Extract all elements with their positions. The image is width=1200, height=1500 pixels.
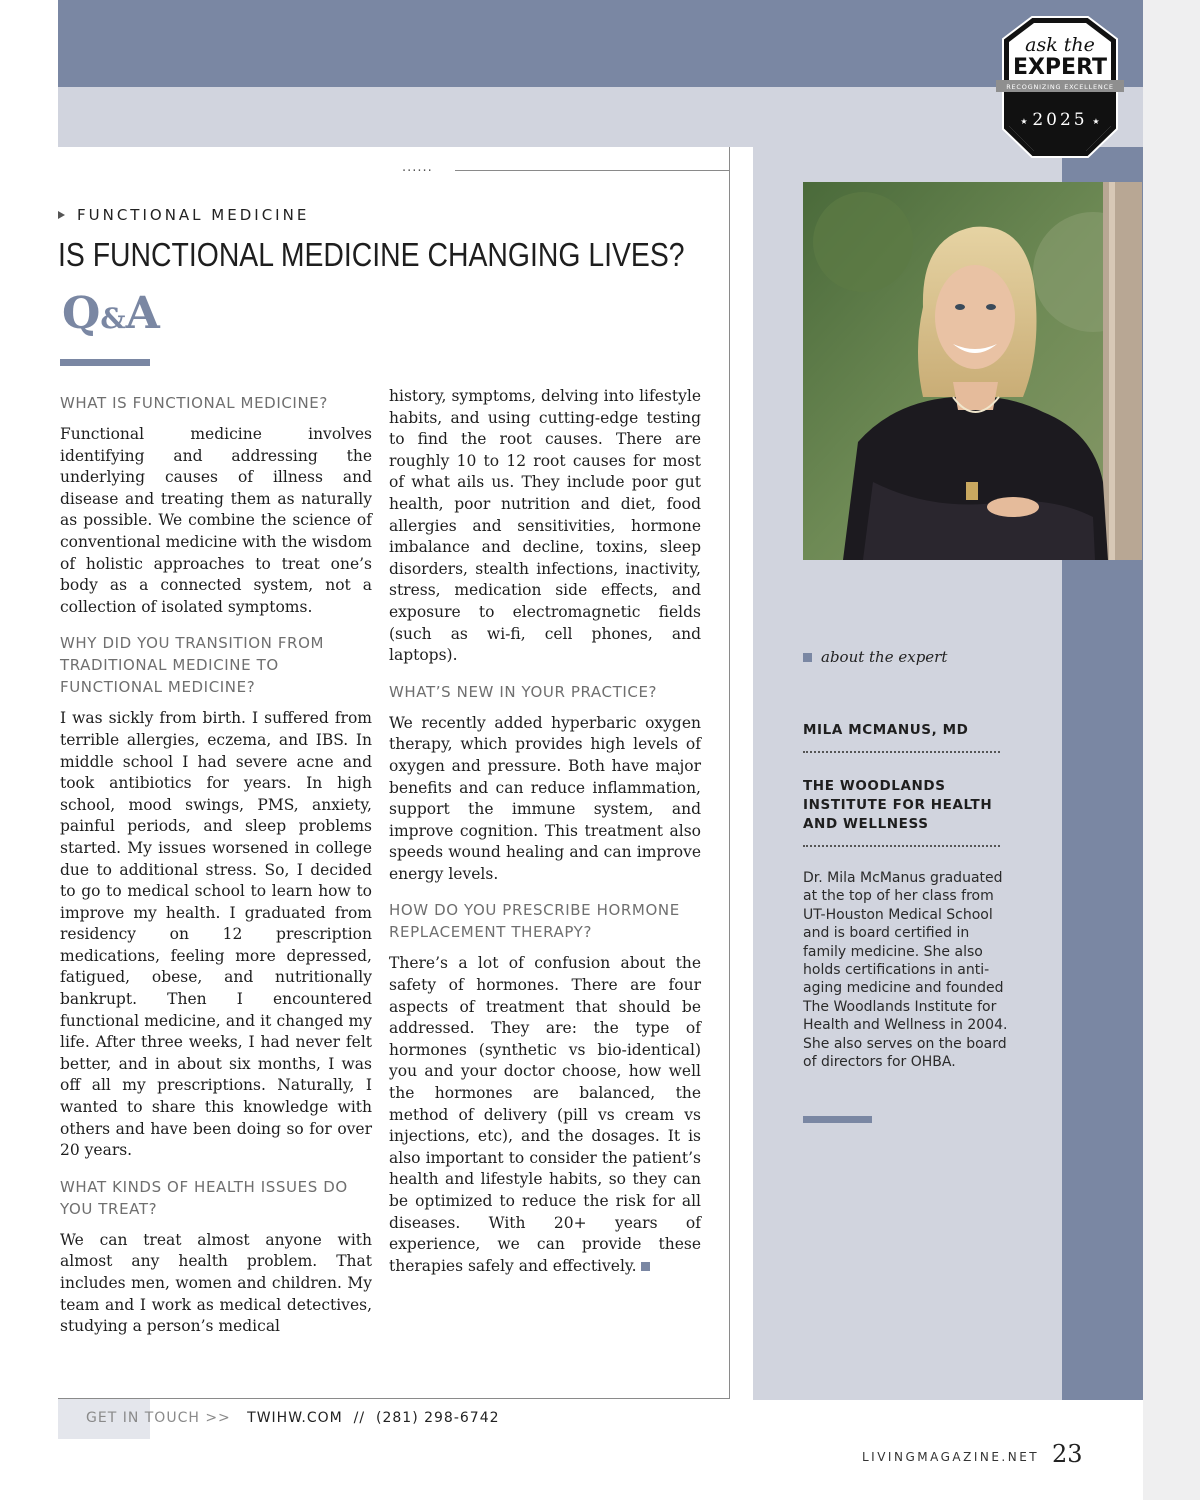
qa-underline (60, 359, 150, 366)
badge-year: 2025 (1032, 110, 1088, 130)
contact-separator: // (353, 1410, 366, 1426)
badge-line1: ask the (1025, 34, 1095, 56)
question-heading: WHAT IS FUNCTIONAL MEDICINE? (60, 394, 328, 412)
dotted-divider (803, 751, 1000, 753)
badge-ribbon: RECOGNIZING EXCELLENCE (1006, 83, 1114, 91)
question-heading: WHY DID YOU TRANSITION FROM TRADITIONAL MEDICINE TO FUNCTIONAL MEDICINE? (60, 634, 325, 697)
about-the-expert-label (803, 648, 947, 666)
badge-star-right: ★ (1092, 117, 1100, 126)
qa-amp: & (100, 302, 126, 335)
triangle-bullet-icon (58, 211, 65, 219)
answer-paragraph: We can treat almost anyone with almost any health problem. That includes men, women and children. My team and I work as medical detectives, studying a person’s medical (60, 1230, 372, 1336)
article-column-1 (60, 392, 372, 1352)
qa-q: Q (62, 288, 101, 339)
article-headline: IS FUNCTIONAL MEDICINE CHANGING LIVES? (58, 236, 685, 273)
dotted-divider (803, 845, 1000, 847)
contact-line (86, 1410, 500, 1426)
qa-logo (62, 288, 160, 339)
badge-line2: EXPERT (1012, 55, 1108, 80)
end-of-article-icon (641, 1262, 650, 1271)
article-top-rule (455, 170, 730, 171)
about-text: about the expert (821, 648, 948, 666)
article-dots: ...... (402, 160, 433, 175)
badge-star-left: ★ (1020, 117, 1028, 126)
ask-the-expert-badge (994, 14, 1126, 160)
section-kicker (58, 206, 309, 224)
kicker-label: FUNCTIONAL MEDICINE (77, 206, 310, 224)
expert-portrait-photo (803, 182, 1142, 560)
question-heading: WHAT’S NEW IN YOUR PRACTICE? (389, 682, 658, 701)
expert-bio: Dr. Mila McManus graduated at the top of her class from UT-Houston Medical School and is board certified in family medicine. She also holds certifications in anti-aging medicine and founded The Woodlands Institute for Health and Wellness in 2004. She also serves on the board of directors for OHBA. (803, 870, 1008, 1071)
website-link[interactable]: TWIHW.COM (247, 1410, 343, 1426)
magazine-url[interactable]: LIVINGMAGAZINE.NET (862, 1450, 1040, 1464)
page-edge-strip (1143, 0, 1200, 1500)
question-heading: WHAT KINDS OF HEALTH ISSUES DO YOU TREAT? (60, 1177, 348, 1218)
header-band (58, 0, 1143, 87)
question-heading: HOW DO YOU PRESCRIBE HORMONE REPLACEMENT THERAPY? (389, 901, 680, 942)
institute-name: THE WOODLANDS INSTITUTE FOR HEALTH AND WELLNESS (803, 778, 993, 832)
answer-paragraph: Functional medicine involves identifying and addressing the underlying causes of illness and disease and treating them as naturally as possible. We combine the science of conventional medicine with the wisdom of holistic approaches to treat one’s body as a connected system, not a collection of isolated symptoms. (60, 425, 372, 616)
expert-name: MILA MCMANUS, MD (803, 722, 969, 738)
answer-paragraph: history, symptoms, delving into lifestyle habits, and using cutting-edge testing to find the root causes. There are roughly 10 to 12 root causes for most of what ails us. They include poor gut health, poor nutrition and diet, food allergies and sensitivities, hormone imbalance and decline, toxins, sleep disorders, stealth infections, inactivity, stress, medication side effects, and exposure to electromagnetic fields (such as wi-fi, cell phones, and laptops). (389, 387, 701, 665)
get-in-touch-label: GET IN TOUCH >> (86, 1410, 231, 1426)
answer-paragraph: There’s a lot of confusion about the safety of hormones. There are four aspects of treatment that should be addressed. They are: the type of hormones (synthetic vs bio-identical) you and your doctor choose, how well the hormones are balanced, the method of delivery (pill vs cream vs injections, etc), and the dosages. It is also important to consider the patient’s health and lifestyle habits, so they can be optimized to reduce the risk for all diseases. With 20+ years of experience, we can provide these therapies safely and effectively. (389, 954, 701, 1275)
phone-number[interactable]: (281) 298-6742 (376, 1410, 500, 1426)
page-number: 23 (1052, 1440, 1083, 1468)
article-column-2 (389, 386, 701, 1291)
header-light-band (58, 87, 1143, 147)
answer-paragraph: We recently added hyperbaric oxygen therapy, which provides high levels of oxygen and pressure. Both have major benefits and can reduce inflammation, support the immune system, and improve cognition. This treatment also speeds wound healing and can improve energy levels. (389, 713, 701, 883)
bio-underline (803, 1116, 872, 1123)
answer-paragraph: I was sickly from birth. I suffered from terrible allergies, eczema, and IBS. In middle school I had severe acne and took antibiotics for years. In high school, mood swings, PMS, anxiety, painful periods, and sleep problems started. My issues worsened in college due to additional stress. So, I decided to go to medical school to learn how to improve my health. I graduated from residency on 12 prescription medications, feeling more depressed, fatigued, obese, and nutritionally bankrupt. Then I encountered functional medicine, and it changed my life. After three weeks, I had never felt better, and in about six months, I was off all my prescriptions. Naturally, I wanted to share this knowledge with others and have been doing so for over 20 years. (60, 709, 372, 1160)
square-bullet-icon (803, 653, 812, 662)
qa-a: A (125, 288, 160, 339)
